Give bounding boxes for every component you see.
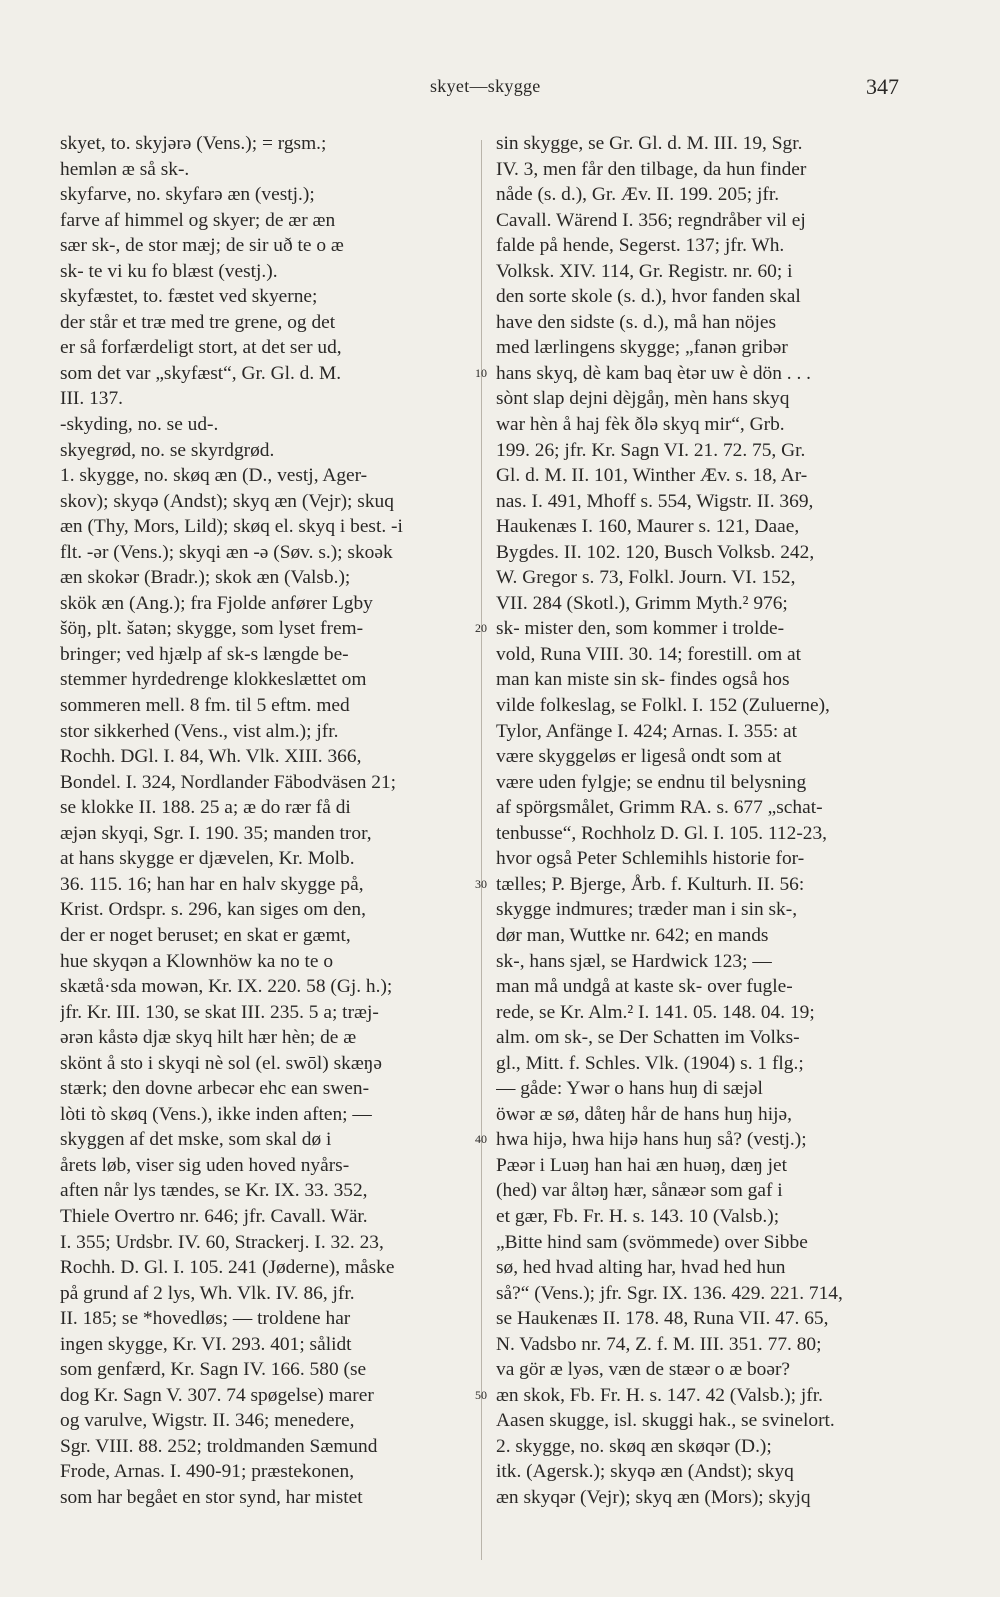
line-number: 40 (475, 1132, 487, 1147)
text-line: skyet, to. skyjərə (Vens.); = rgsm.; (60, 133, 327, 154)
text-line: sònt slap dejni dèjgåŋ, mèn hans skyq (496, 388, 790, 410)
text-line: Krist. Ordspr. s. 296, kan siges om den, (60, 899, 366, 921)
text-line: være uden fylgje; se endnu til belysning (496, 771, 807, 793)
text-line: Rochh. D. Gl. I. 105. 241 (Jøderne), måske (60, 1257, 395, 1279)
page-number: 347 (866, 74, 899, 99)
text-line: man må undgå at kaste sk- over fugle- (496, 976, 793, 998)
right-column (496, 131, 926, 1511)
text-line: hue skyqən a Klownhöw ka no te o (60, 950, 334, 972)
text-line: skönt å sto i skyqi nè sol (el. swōl) skæŋə (60, 1052, 382, 1074)
text-line: 199. 26; jfr. Kr. Sagn VI. 21. 72. 75, Gr. (496, 439, 806, 461)
text-line: æn skokər (Bradr.); skok æn (Valsb.); (60, 567, 351, 589)
line-number: 30 (475, 876, 487, 891)
text-line: Thiele Overtro nr. 646; jfr. Cavall. Wär. (60, 1205, 368, 1227)
text-line: sø, hed hvad alting har, hvad hed hun (496, 1257, 786, 1279)
text-line: Rochh. DGl. I. 84, Wh. Vlk. XIII. 366, (60, 746, 362, 768)
text-line: der er noget beruset; en skat er gæmt, (60, 924, 351, 946)
text-line: stor sikkerhed (Vens., vist alm.); jfr. (60, 720, 339, 742)
text-line: skyfarve, no. skyfarə æn (vestj.); (60, 184, 315, 206)
text-line: stærk; den dovne arbecər ehc ean swen- (60, 1078, 370, 1100)
text-line: Bygdes. II. 102. 120, Busch Volksb. 242, (496, 541, 815, 563)
text-line: flt. -ər (Vens.); skyqi æn -ə (Søv. s.); skoək (60, 541, 393, 563)
line-number: 10 (475, 365, 487, 380)
text-line: öwər æ sø, dåteŋ hår de hans huŋ hijə, (496, 1103, 792, 1125)
text-line: æn (Thy, Mors, Lild); skøq el. skyq i best. -i (60, 516, 403, 538)
line-number: 50 (475, 1387, 487, 1402)
text-line: W. Gregor s. 73, Folkl. Journ. VI. 152, (496, 567, 796, 589)
text-line: I. 355; Urdsbr. IV. 60, Strackerj. I. 32. 23, (60, 1231, 384, 1253)
text-line: war hèn å haj fèk ðlə skyq mir“, Grb. (496, 414, 785, 436)
text-line: II. 185; se *hovedløs; — troldene har (60, 1308, 351, 1330)
text-line: hvor også Peter Schlemihls historie for- (496, 848, 805, 870)
text-line: Aasen skugge, isl. skuggi hak., se svinelort. (496, 1410, 835, 1432)
text-line: vilde folkeslag, se Folkl. I. 152 (Zuluerne), (496, 695, 830, 717)
text-line: aften når lys tændes, se Kr. IX. 33. 352, (60, 1180, 368, 1202)
text-line: som har begået en stor synd, har mistet (60, 1486, 363, 1508)
text-line: være skyggeløs er ligeså ondt som at (496, 746, 782, 768)
text-line: have den sidste (s. d.), må han nöjes (496, 311, 777, 333)
text-line: hans skyq, dè kam baq ètər uw è dön . . . (496, 362, 812, 384)
text-line: skætå·sda mowən, Kr. IX. 220. 58 (Gj. h.); (60, 976, 393, 998)
text-line: Pæər i Luəŋ han hai æn huəŋ, dæŋ jet (496, 1154, 788, 1176)
text-line: Frode, Arnas. I. 490-91; præstekonen, (60, 1461, 355, 1483)
text-line: sk- mister den, som kommer i trolde- (496, 618, 785, 640)
text-line: lòti tò skøq (Vens.), ikke inden aften; — (60, 1103, 372, 1125)
text-line: alm. om sk-, se Der Schatten im Volks- (496, 1027, 800, 1049)
text-line: IV. 3, men får den tilbage, da hun finder (496, 158, 807, 180)
text-line: tælles; P. Bjerge, Årb. f. Kulturh. II. 56: (496, 873, 805, 895)
text-line: sin skygge, se Gr. Gl. d. M. III. 19, Sgr. (496, 133, 803, 154)
text-line: ingen skygge, Kr. VI. 293. 401; sålidt (60, 1333, 352, 1355)
text-line: æn skyqər (Vejr); skyq æn (Mors); skyjq (496, 1486, 811, 1508)
text-line: vold, Runa VIII. 30. 14; forestill. om at (496, 643, 802, 665)
text-line: på grund af 2 lys, Wh. Vlk. IV. 86, jfr. (60, 1282, 355, 1304)
text-line: hwa hijə, hwa hijə hans huŋ så? (vestj.); (496, 1129, 807, 1151)
text-line: man kan miste sin sk- findes også hos (496, 669, 790, 691)
text-line: va gör æ lyəs, væn de stæər o æ boər? (496, 1359, 791, 1381)
text-line: se klokke II. 188. 25 a; æ do rær få di (60, 797, 351, 819)
text-line: nas. I. 491, Mhoff s. 554, Wigstr. II. 369, (496, 490, 814, 512)
text-line: VII. 284 (Skotl.), Grimm Myth.² 976; (496, 592, 788, 614)
text-line: der står et træ med tre grene, og det (60, 311, 336, 333)
text-line: N. Vadsbo nr. 74, Z. f. M. III. 351. 77. 80; (496, 1333, 822, 1355)
text-line: den sorte skole (s. d.), hvor fanden skal (496, 286, 801, 308)
text-line: 36. 115. 16; han har en halv skygge på, (60, 873, 364, 895)
text-line: Volksk. XIV. 114, Gr. Registr. nr. 60; i (496, 260, 793, 282)
text-line: skov); skyqə (Andst); skyq æn (Vejr); skuq (60, 490, 394, 512)
text-line: skök æn (Ang.); fra Fjolde anfører Lgby (60, 592, 373, 614)
text-line: nåde (s. d.), Gr. Æv. II. 199. 205; jfr. (496, 184, 780, 206)
text-line: æjən skyqi, Sgr. I. 190. 35; manden tror, (60, 822, 372, 844)
running-head: skyet—skygge (430, 76, 541, 96)
text-line: årets løb, viser sig uden hoved nyårs- (60, 1154, 350, 1176)
text-line: som det var „skyfæst“, Gr. Gl. d. M. (60, 362, 342, 384)
text-line: šöŋ, plt. šatən; skygge, som lyset frem- (60, 618, 364, 640)
text-line: skyfæstet, to. fæstet ved skyerne; (60, 286, 318, 308)
text-line: Cavall. Wärend I. 356; regndråber vil ej (496, 209, 806, 231)
text-line: som genfærd, Kr. Sagn IV. 166. 580 (se (60, 1359, 367, 1381)
text-line: med lærlingens skygge; „fanən gribər (496, 337, 788, 359)
text-line: sommeren mell. 8 fm. til 5 eftm. med (60, 695, 350, 717)
text-line: æn skok, Fb. Fr. H. s. 147. 42 (Valsb.); jfr. (496, 1384, 823, 1406)
text-line: og varulve, Wigstr. II. 346; menedere, (60, 1410, 355, 1432)
page-header (0, 76, 1000, 104)
text-line: dog Kr. Sagn V. 307. 74 spøgelse) marer (60, 1384, 374, 1406)
text-line: hemlən æ så sk-. (60, 158, 190, 180)
text-line: gl., Mitt. f. Schles. Vlk. (1904) s. 1 flg.; (496, 1052, 804, 1074)
text-line: -skyding, no. se ud-. (60, 414, 219, 436)
column-divider (481, 140, 482, 1560)
left-column (60, 131, 468, 1511)
text-line: „Bitte hind sam (svömmede) over Sibbe (496, 1231, 808, 1253)
text-line: rede, se Kr. Alm.² I. 141. 05. 148. 04. 19; (496, 1001, 815, 1023)
text-line: jfr. Kr. III. 130, se skat III. 235. 5 a; træj- (60, 1001, 379, 1023)
text-line: skyggen af det mske, som skal dø i (60, 1129, 332, 1151)
text-line: dør man, Wuttke nr. 642; en mands (496, 924, 769, 946)
line-number: 20 (475, 621, 487, 636)
text-line: af spörgsmålet, Grimm RA. s. 677 „schat- (496, 797, 823, 819)
text-line: Sgr. VIII. 88. 252; troldmanden Sæmund (60, 1435, 378, 1457)
text-line: falde på hende, Segerst. 137; jfr. Wh. (496, 235, 785, 257)
text-line: et gær, Fb. Fr. H. s. 143. 10 (Valsb.); (496, 1205, 780, 1227)
text-line: stemmer hyrdedrenge klokkeslættet om (60, 669, 367, 691)
text-line: tenbusse“, Rochholz D. Gl. I. 105. 112-23, (496, 822, 828, 844)
text-line: itk. (Agersk.); skyqə æn (Andst); skyq (496, 1461, 794, 1483)
text-line: så?“ (Vens.); jfr. Sgr. IX. 136. 429. 221. 714, (496, 1282, 843, 1304)
text-line: sk-, hans sjæl, se Hardwick 123; — (496, 950, 772, 972)
text-line: III. 137. (60, 388, 124, 410)
text-line: sk- te vi ku fo blæst (vestj.). (60, 260, 278, 282)
text-line: ərən kåstə djæ skyq hilt hær hèn; de æ (60, 1027, 357, 1049)
text-line: farve af himmel og skyer; de ær æn (60, 209, 336, 231)
text-line: er så forfærdeligt stort, at det ser ud, (60, 337, 342, 359)
text-line: 2. skygge, no. skøq æn skøqər (D.); (496, 1435, 772, 1457)
text-line: bringer; ved hjælp af sk-s længde be- (60, 643, 349, 665)
text-line: Haukenæs I. 160, Maurer s. 121, Daae, (496, 516, 800, 538)
text-line: (hed) var åltəŋ hær, sånæər som gaf i (496, 1180, 783, 1202)
text-line: Gl. d. M. II. 101, Winther Æv. s. 18, Ar- (496, 465, 808, 487)
text-line: — gåde: Ywər o hans huŋ di sæjəl (496, 1078, 763, 1100)
text-line: 1. skygge, no. skøq æn (D., vestj, Ager- (60, 465, 368, 487)
text-line: se Haukenæs II. 178. 48, Runa VII. 47. 65, (496, 1308, 829, 1330)
text-line: Bondel. I. 324, Nordlander Fäbodväsen 21; (60, 771, 397, 793)
text-line: sær sk-, de stor mæj; de sir uð te o æ (60, 235, 344, 257)
text-line: at hans skygge er djævelen, Kr. Molb. (60, 848, 355, 870)
text-line: skygge indmures; træder man i sin sk-, (496, 899, 798, 921)
text-line: skyegrød, no. se skyrdgrød. (60, 439, 275, 461)
text-line: Tylor, Anfänge I. 424; Arnas. I. 355: at (496, 720, 798, 742)
